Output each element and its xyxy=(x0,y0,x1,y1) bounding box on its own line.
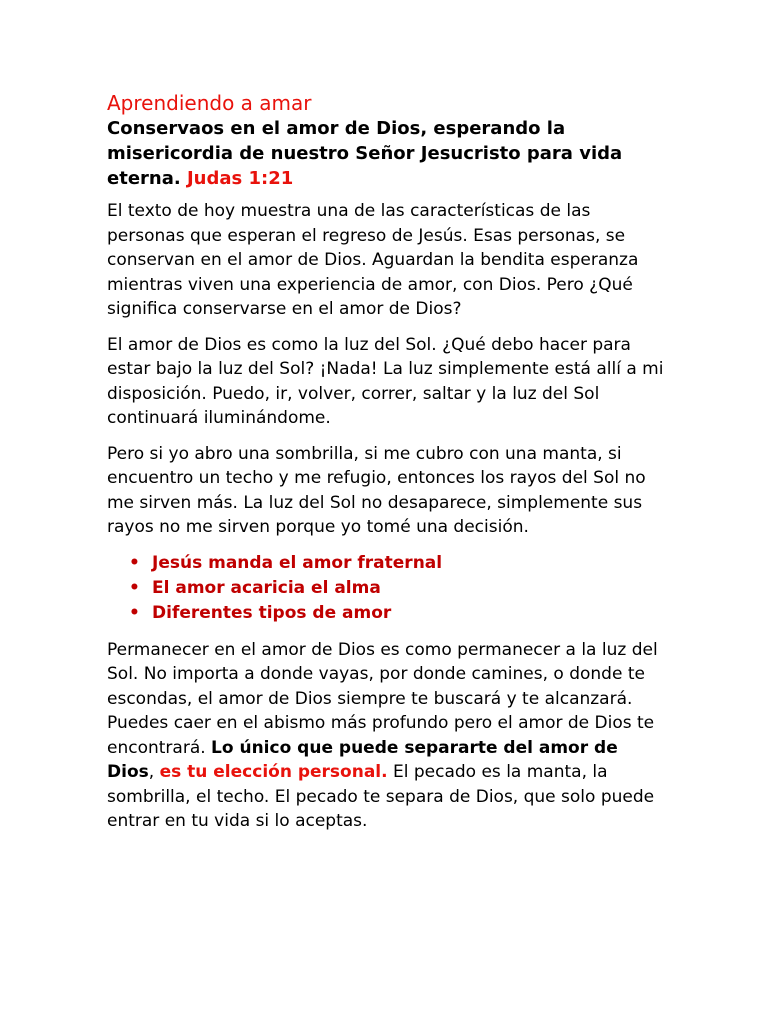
related-link[interactable] xyxy=(129,576,668,601)
paragraph-4-highlight: es tu elección personal. xyxy=(159,762,388,782)
bullet-icon: • xyxy=(129,552,140,573)
related-links-list xyxy=(107,551,668,626)
paragraph-4 xyxy=(107,638,668,834)
paragraph-4-part1: Permanecer en el amor de Dios es como permanecer a la luz del Sol. No importa a donde vayas, por donde camines, o donde te escondas, el amor de Dios siempre te buscará y te alcanzará. Puedes caer en el abismo más profundo pero el amor de Dios te encontrará. xyxy=(107,639,658,758)
verse-block xyxy=(107,116,668,191)
related-link-label[interactable]: El amor acaricia el alma xyxy=(152,577,381,598)
related-link[interactable] xyxy=(129,551,668,576)
bullet-icon: • xyxy=(129,577,140,598)
verse-text: Conservaos en el amor de Dios, esperando la misericordia de nuestro Señor Jesucristo para vida eterna. xyxy=(107,118,623,189)
paragraph-2: El amor de Dios es como la luz del Sol. ¿Qué debo hacer para estar bajo la luz del Sol? ¡Nada! La luz simplemente está allí a mi disposición. Puedo, ir, volver, correr, saltar y la luz del Sol continuará iluminándome. xyxy=(107,334,664,428)
related-link[interactable] xyxy=(129,601,668,626)
paragraph-4-bold: Lo único que puede separarte del amor de Dios xyxy=(107,737,618,782)
bullet-icon: • xyxy=(129,602,140,623)
related-link-label[interactable]: Diferentes tipos de amor xyxy=(152,602,392,623)
related-link-label[interactable]: Jesús manda el amor fraternal xyxy=(152,552,443,573)
paragraph-3: Pero si yo abro una sombrilla, si me cubro con una manta, si encuentro un techo y me refugio, entonces los rayos del Sol no me sirven más. La luz del Sol no desaparece, simplemente sus rayos no me sirven porque yo tomé una decisión. xyxy=(107,443,646,537)
article-title: Aprendiendo a amar xyxy=(107,91,312,115)
verse-reference: Judas 1:21 xyxy=(186,168,294,189)
paragraph-4-comma: , xyxy=(148,762,160,782)
paragraph-4-part2: El pecado es la manta, la sombrilla, el techo. El pecado te separa de Dios, que solo puede entrar en tu vida si lo aceptas. xyxy=(107,762,655,831)
paragraph-1: El texto de hoy muestra una de las características de las personas que esperan el regreso de Jesús. Esas personas, se conservan en el amor de Dios. Aguardan la bendita esperanza mientras viven una experiencia de amor, con Dios. Pero ¿Qué significa conservarse en el amor de Dios? xyxy=(107,201,639,319)
